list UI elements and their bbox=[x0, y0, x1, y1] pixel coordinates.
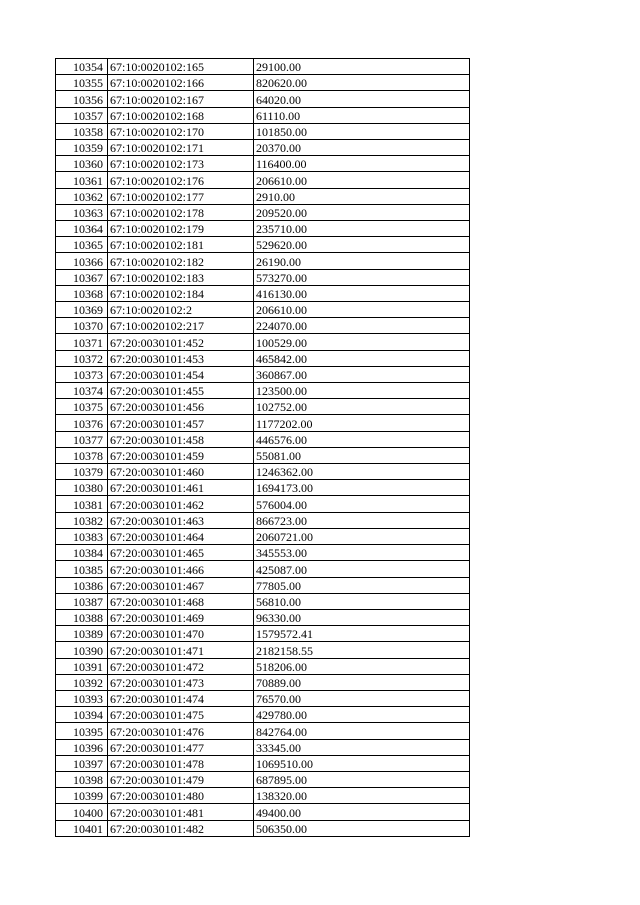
row-number-cell: 10390 bbox=[56, 642, 108, 658]
row-number-cell: 10374 bbox=[56, 383, 108, 399]
table-row bbox=[56, 366, 470, 382]
table-row bbox=[56, 804, 470, 820]
row-number-cell: 10377 bbox=[56, 431, 108, 447]
cadastral-value-cell: 206610.00 bbox=[254, 302, 470, 318]
cadastral-value-cell: 506350.00 bbox=[254, 820, 470, 836]
cadastral-value-cell: 33345.00 bbox=[254, 739, 470, 755]
cadastral-number-cell: 67:20:0030101:480 bbox=[108, 788, 254, 804]
cadastral-value-cell: 61110.00 bbox=[254, 107, 470, 123]
row-number-cell: 10394 bbox=[56, 707, 108, 723]
table-row bbox=[56, 658, 470, 674]
cadastral-value-cell: 56810.00 bbox=[254, 593, 470, 609]
cadastral-value-cell: 820620.00 bbox=[254, 75, 470, 91]
cadastral-value-cell: 360867.00 bbox=[254, 366, 470, 382]
cadastral-number-cell: 67:10:0020102:170 bbox=[108, 123, 254, 139]
cadastral-value-cell: 29100.00 bbox=[254, 59, 470, 75]
row-number-cell: 10401 bbox=[56, 820, 108, 836]
row-number-cell: 10388 bbox=[56, 609, 108, 625]
table-row bbox=[56, 140, 470, 156]
row-number-cell: 10371 bbox=[56, 334, 108, 350]
table-row bbox=[56, 75, 470, 91]
table-row bbox=[56, 156, 470, 172]
row-number-cell: 10399 bbox=[56, 788, 108, 804]
cadastral-value-cell: 2910.00 bbox=[254, 188, 470, 204]
cadastral-number-cell: 67:20:0030101:478 bbox=[108, 755, 254, 771]
table-row bbox=[56, 528, 470, 544]
table-row bbox=[56, 383, 470, 399]
cadastral-number-cell: 67:20:0030101:472 bbox=[108, 658, 254, 674]
row-number-cell: 10365 bbox=[56, 237, 108, 253]
row-number-cell: 10367 bbox=[56, 269, 108, 285]
cadastral-number-cell: 67:20:0030101:452 bbox=[108, 334, 254, 350]
table-row bbox=[56, 561, 470, 577]
row-number-cell: 10375 bbox=[56, 399, 108, 415]
cadastral-value-cell: 866723.00 bbox=[254, 512, 470, 528]
cadastral-value-cell: 1069510.00 bbox=[254, 755, 470, 771]
table-row bbox=[56, 107, 470, 123]
row-number-cell: 10361 bbox=[56, 172, 108, 188]
cadastral-value-cell: 842764.00 bbox=[254, 723, 470, 739]
row-number-cell: 10362 bbox=[56, 188, 108, 204]
table-row bbox=[56, 350, 470, 366]
table-row bbox=[56, 674, 470, 690]
row-number-cell: 10392 bbox=[56, 674, 108, 690]
table-row bbox=[56, 188, 470, 204]
table-body bbox=[56, 59, 470, 837]
cadastral-value-cell: 224070.00 bbox=[254, 318, 470, 334]
table-row bbox=[56, 123, 470, 139]
cadastral-value-cell: 116400.00 bbox=[254, 156, 470, 172]
table-row bbox=[56, 237, 470, 253]
cadastral-value-cell: 209520.00 bbox=[254, 204, 470, 220]
table-row bbox=[56, 593, 470, 609]
table-row bbox=[56, 302, 470, 318]
row-number-cell: 10395 bbox=[56, 723, 108, 739]
row-number-cell: 10372 bbox=[56, 350, 108, 366]
cadastral-value-cell: 123500.00 bbox=[254, 383, 470, 399]
cadastral-number-cell: 67:20:0030101:471 bbox=[108, 642, 254, 658]
cadastral-value-cell: 1694173.00 bbox=[254, 480, 470, 496]
row-number-cell: 10368 bbox=[56, 285, 108, 301]
table-row bbox=[56, 285, 470, 301]
row-number-cell: 10356 bbox=[56, 91, 108, 107]
cadastral-number-cell: 67:20:0030101:465 bbox=[108, 545, 254, 561]
row-number-cell: 10391 bbox=[56, 658, 108, 674]
row-number-cell: 10379 bbox=[56, 464, 108, 480]
row-number-cell: 10383 bbox=[56, 528, 108, 544]
cadastral-number-cell: 67:10:0020102:2 bbox=[108, 302, 254, 318]
cadastral-number-cell: 67:20:0030101:456 bbox=[108, 399, 254, 415]
cadastral-number-cell: 67:10:0020102:217 bbox=[108, 318, 254, 334]
row-number-cell: 10384 bbox=[56, 545, 108, 561]
cadastral-value-cell: 345553.00 bbox=[254, 545, 470, 561]
table-row bbox=[56, 399, 470, 415]
cadastral-value-cell: 1246362.00 bbox=[254, 464, 470, 480]
table-row bbox=[56, 447, 470, 463]
cadastral-number-cell: 67:10:0020102:178 bbox=[108, 204, 254, 220]
table-row bbox=[56, 626, 470, 642]
table-row bbox=[56, 253, 470, 269]
cadastral-value-cell: 70889.00 bbox=[254, 674, 470, 690]
cadastral-value-cell: 518206.00 bbox=[254, 658, 470, 674]
cadastral-value-cell: 425087.00 bbox=[254, 561, 470, 577]
cadastral-value-cell: 26190.00 bbox=[254, 253, 470, 269]
row-number-cell: 10389 bbox=[56, 626, 108, 642]
table-row bbox=[56, 609, 470, 625]
row-number-cell: 10370 bbox=[56, 318, 108, 334]
cadastral-number-cell: 67:10:0020102:166 bbox=[108, 75, 254, 91]
cadastral-value-cell: 687895.00 bbox=[254, 771, 470, 787]
cadastral-number-cell: 67:20:0030101:454 bbox=[108, 366, 254, 382]
cadastral-number-cell: 67:10:0020102:179 bbox=[108, 221, 254, 237]
row-number-cell: 10397 bbox=[56, 755, 108, 771]
row-number-cell: 10360 bbox=[56, 156, 108, 172]
cadastral-value-cell: 573270.00 bbox=[254, 269, 470, 285]
table-row bbox=[56, 577, 470, 593]
cadastral-number-cell: 67:20:0030101:459 bbox=[108, 447, 254, 463]
cadastral-value-cell: 100529.00 bbox=[254, 334, 470, 350]
cadastral-number-cell: 67:10:0020102:183 bbox=[108, 269, 254, 285]
cadastral-number-cell: 67:20:0030101:463 bbox=[108, 512, 254, 528]
cadastral-number-cell: 67:10:0020102:171 bbox=[108, 140, 254, 156]
cadastral-value-cell: 2060721.00 bbox=[254, 528, 470, 544]
row-number-cell: 10385 bbox=[56, 561, 108, 577]
cadastral-value-cell: 1177202.00 bbox=[254, 415, 470, 431]
row-number-cell: 10363 bbox=[56, 204, 108, 220]
table-row bbox=[56, 464, 470, 480]
cadastral-number-cell: 67:20:0030101:453 bbox=[108, 350, 254, 366]
cadastral-number-cell: 67:20:0030101:466 bbox=[108, 561, 254, 577]
cadastral-number-cell: 67:20:0030101:469 bbox=[108, 609, 254, 625]
cadastral-number-cell: 67:20:0030101:477 bbox=[108, 739, 254, 755]
row-number-cell: 10369 bbox=[56, 302, 108, 318]
cadastral-number-cell: 67:20:0030101:460 bbox=[108, 464, 254, 480]
cadastral-value-cell: 206610.00 bbox=[254, 172, 470, 188]
cadastral-number-cell: 67:20:0030101:474 bbox=[108, 690, 254, 706]
cadastral-value-cell: 465842.00 bbox=[254, 350, 470, 366]
table-row bbox=[56, 690, 470, 706]
row-number-cell: 10355 bbox=[56, 75, 108, 91]
row-number-cell: 10396 bbox=[56, 739, 108, 755]
table-row bbox=[56, 771, 470, 787]
table-row bbox=[56, 269, 470, 285]
cadastral-number-cell: 67:20:0030101:481 bbox=[108, 804, 254, 820]
table-row bbox=[56, 204, 470, 220]
cadastral-number-cell: 67:20:0030101:482 bbox=[108, 820, 254, 836]
row-number-cell: 10357 bbox=[56, 107, 108, 123]
cadastral-number-cell: 67:20:0030101:464 bbox=[108, 528, 254, 544]
row-number-cell: 10393 bbox=[56, 690, 108, 706]
cadastral-value-cell: 2182158.55 bbox=[254, 642, 470, 658]
cadastral-value-cell: 576004.00 bbox=[254, 496, 470, 512]
cadastral-number-cell: 67:10:0020102:168 bbox=[108, 107, 254, 123]
row-number-cell: 10386 bbox=[56, 577, 108, 593]
cadastral-number-cell: 67:20:0030101:476 bbox=[108, 723, 254, 739]
table-row bbox=[56, 318, 470, 334]
cadastral-number-cell: 67:10:0020102:181 bbox=[108, 237, 254, 253]
cadastral-number-cell: 67:20:0030101:473 bbox=[108, 674, 254, 690]
cadastral-number-cell: 67:20:0030101:475 bbox=[108, 707, 254, 723]
cadastral-number-cell: 67:20:0030101:479 bbox=[108, 771, 254, 787]
table-row bbox=[56, 59, 470, 75]
cadastral-number-cell: 67:20:0030101:455 bbox=[108, 383, 254, 399]
table-row bbox=[56, 480, 470, 496]
table-row bbox=[56, 820, 470, 836]
table-row bbox=[56, 545, 470, 561]
table-row bbox=[56, 512, 470, 528]
cadastral-value-cell: 76570.00 bbox=[254, 690, 470, 706]
row-number-cell: 10382 bbox=[56, 512, 108, 528]
cadastral-value-cell: 235710.00 bbox=[254, 221, 470, 237]
row-number-cell: 10366 bbox=[56, 253, 108, 269]
cadastral-number-cell: 67:10:0020102:177 bbox=[108, 188, 254, 204]
row-number-cell: 10381 bbox=[56, 496, 108, 512]
row-number-cell: 10359 bbox=[56, 140, 108, 156]
cadastral-value-cell: 429780.00 bbox=[254, 707, 470, 723]
cadastral-number-cell: 67:10:0020102:176 bbox=[108, 172, 254, 188]
cadastral-number-cell: 67:20:0030101:457 bbox=[108, 415, 254, 431]
cadastral-value-cell: 138320.00 bbox=[254, 788, 470, 804]
row-number-cell: 10398 bbox=[56, 771, 108, 787]
cadastral-value-cell: 101850.00 bbox=[254, 123, 470, 139]
row-number-cell: 10354 bbox=[56, 59, 108, 75]
cadastral-number-cell: 67:10:0020102:165 bbox=[108, 59, 254, 75]
cadastral-number-cell: 67:10:0020102:182 bbox=[108, 253, 254, 269]
cadastral-value-cell: 64020.00 bbox=[254, 91, 470, 107]
cadastral-value-cell: 55081.00 bbox=[254, 447, 470, 463]
row-number-cell: 10376 bbox=[56, 415, 108, 431]
table-row bbox=[56, 739, 470, 755]
row-number-cell: 10380 bbox=[56, 480, 108, 496]
cadastral-number-cell: 67:20:0030101:468 bbox=[108, 593, 254, 609]
cadastral-number-cell: 67:20:0030101:461 bbox=[108, 480, 254, 496]
cadastral-number-cell: 67:20:0030101:470 bbox=[108, 626, 254, 642]
cadastral-value-cell: 20370.00 bbox=[254, 140, 470, 156]
row-number-cell: 10373 bbox=[56, 366, 108, 382]
cadastral-value-cell: 96330.00 bbox=[254, 609, 470, 625]
cadastral-number-cell: 67:10:0020102:167 bbox=[108, 91, 254, 107]
cadastral-value-cell: 77805.00 bbox=[254, 577, 470, 593]
cadastral-number-cell: 67:20:0030101:462 bbox=[108, 496, 254, 512]
table-row bbox=[56, 221, 470, 237]
cadastral-number-cell: 67:20:0030101:458 bbox=[108, 431, 254, 447]
table-row bbox=[56, 496, 470, 512]
cadastral-value-cell: 529620.00 bbox=[254, 237, 470, 253]
cadastral-value-table bbox=[55, 58, 470, 837]
row-number-cell: 10387 bbox=[56, 593, 108, 609]
cadastral-number-cell: 67:10:0020102:173 bbox=[108, 156, 254, 172]
row-number-cell: 10378 bbox=[56, 447, 108, 463]
table-row bbox=[56, 788, 470, 804]
table-row bbox=[56, 431, 470, 447]
cadastral-number-cell: 67:20:0030101:467 bbox=[108, 577, 254, 593]
row-number-cell: 10364 bbox=[56, 221, 108, 237]
row-number-cell: 10358 bbox=[56, 123, 108, 139]
cadastral-number-cell: 67:10:0020102:184 bbox=[108, 285, 254, 301]
cadastral-value-cell: 102752.00 bbox=[254, 399, 470, 415]
table-row bbox=[56, 172, 470, 188]
cadastral-value-cell: 446576.00 bbox=[254, 431, 470, 447]
row-number-cell: 10400 bbox=[56, 804, 108, 820]
table-row bbox=[56, 334, 470, 350]
table-row bbox=[56, 415, 470, 431]
table-row bbox=[56, 707, 470, 723]
table-row bbox=[56, 91, 470, 107]
table-row bbox=[56, 755, 470, 771]
table-row bbox=[56, 723, 470, 739]
cadastral-value-cell: 49400.00 bbox=[254, 804, 470, 820]
cadastral-value-cell: 1579572.41 bbox=[254, 626, 470, 642]
table-row bbox=[56, 642, 470, 658]
cadastral-value-cell: 416130.00 bbox=[254, 285, 470, 301]
